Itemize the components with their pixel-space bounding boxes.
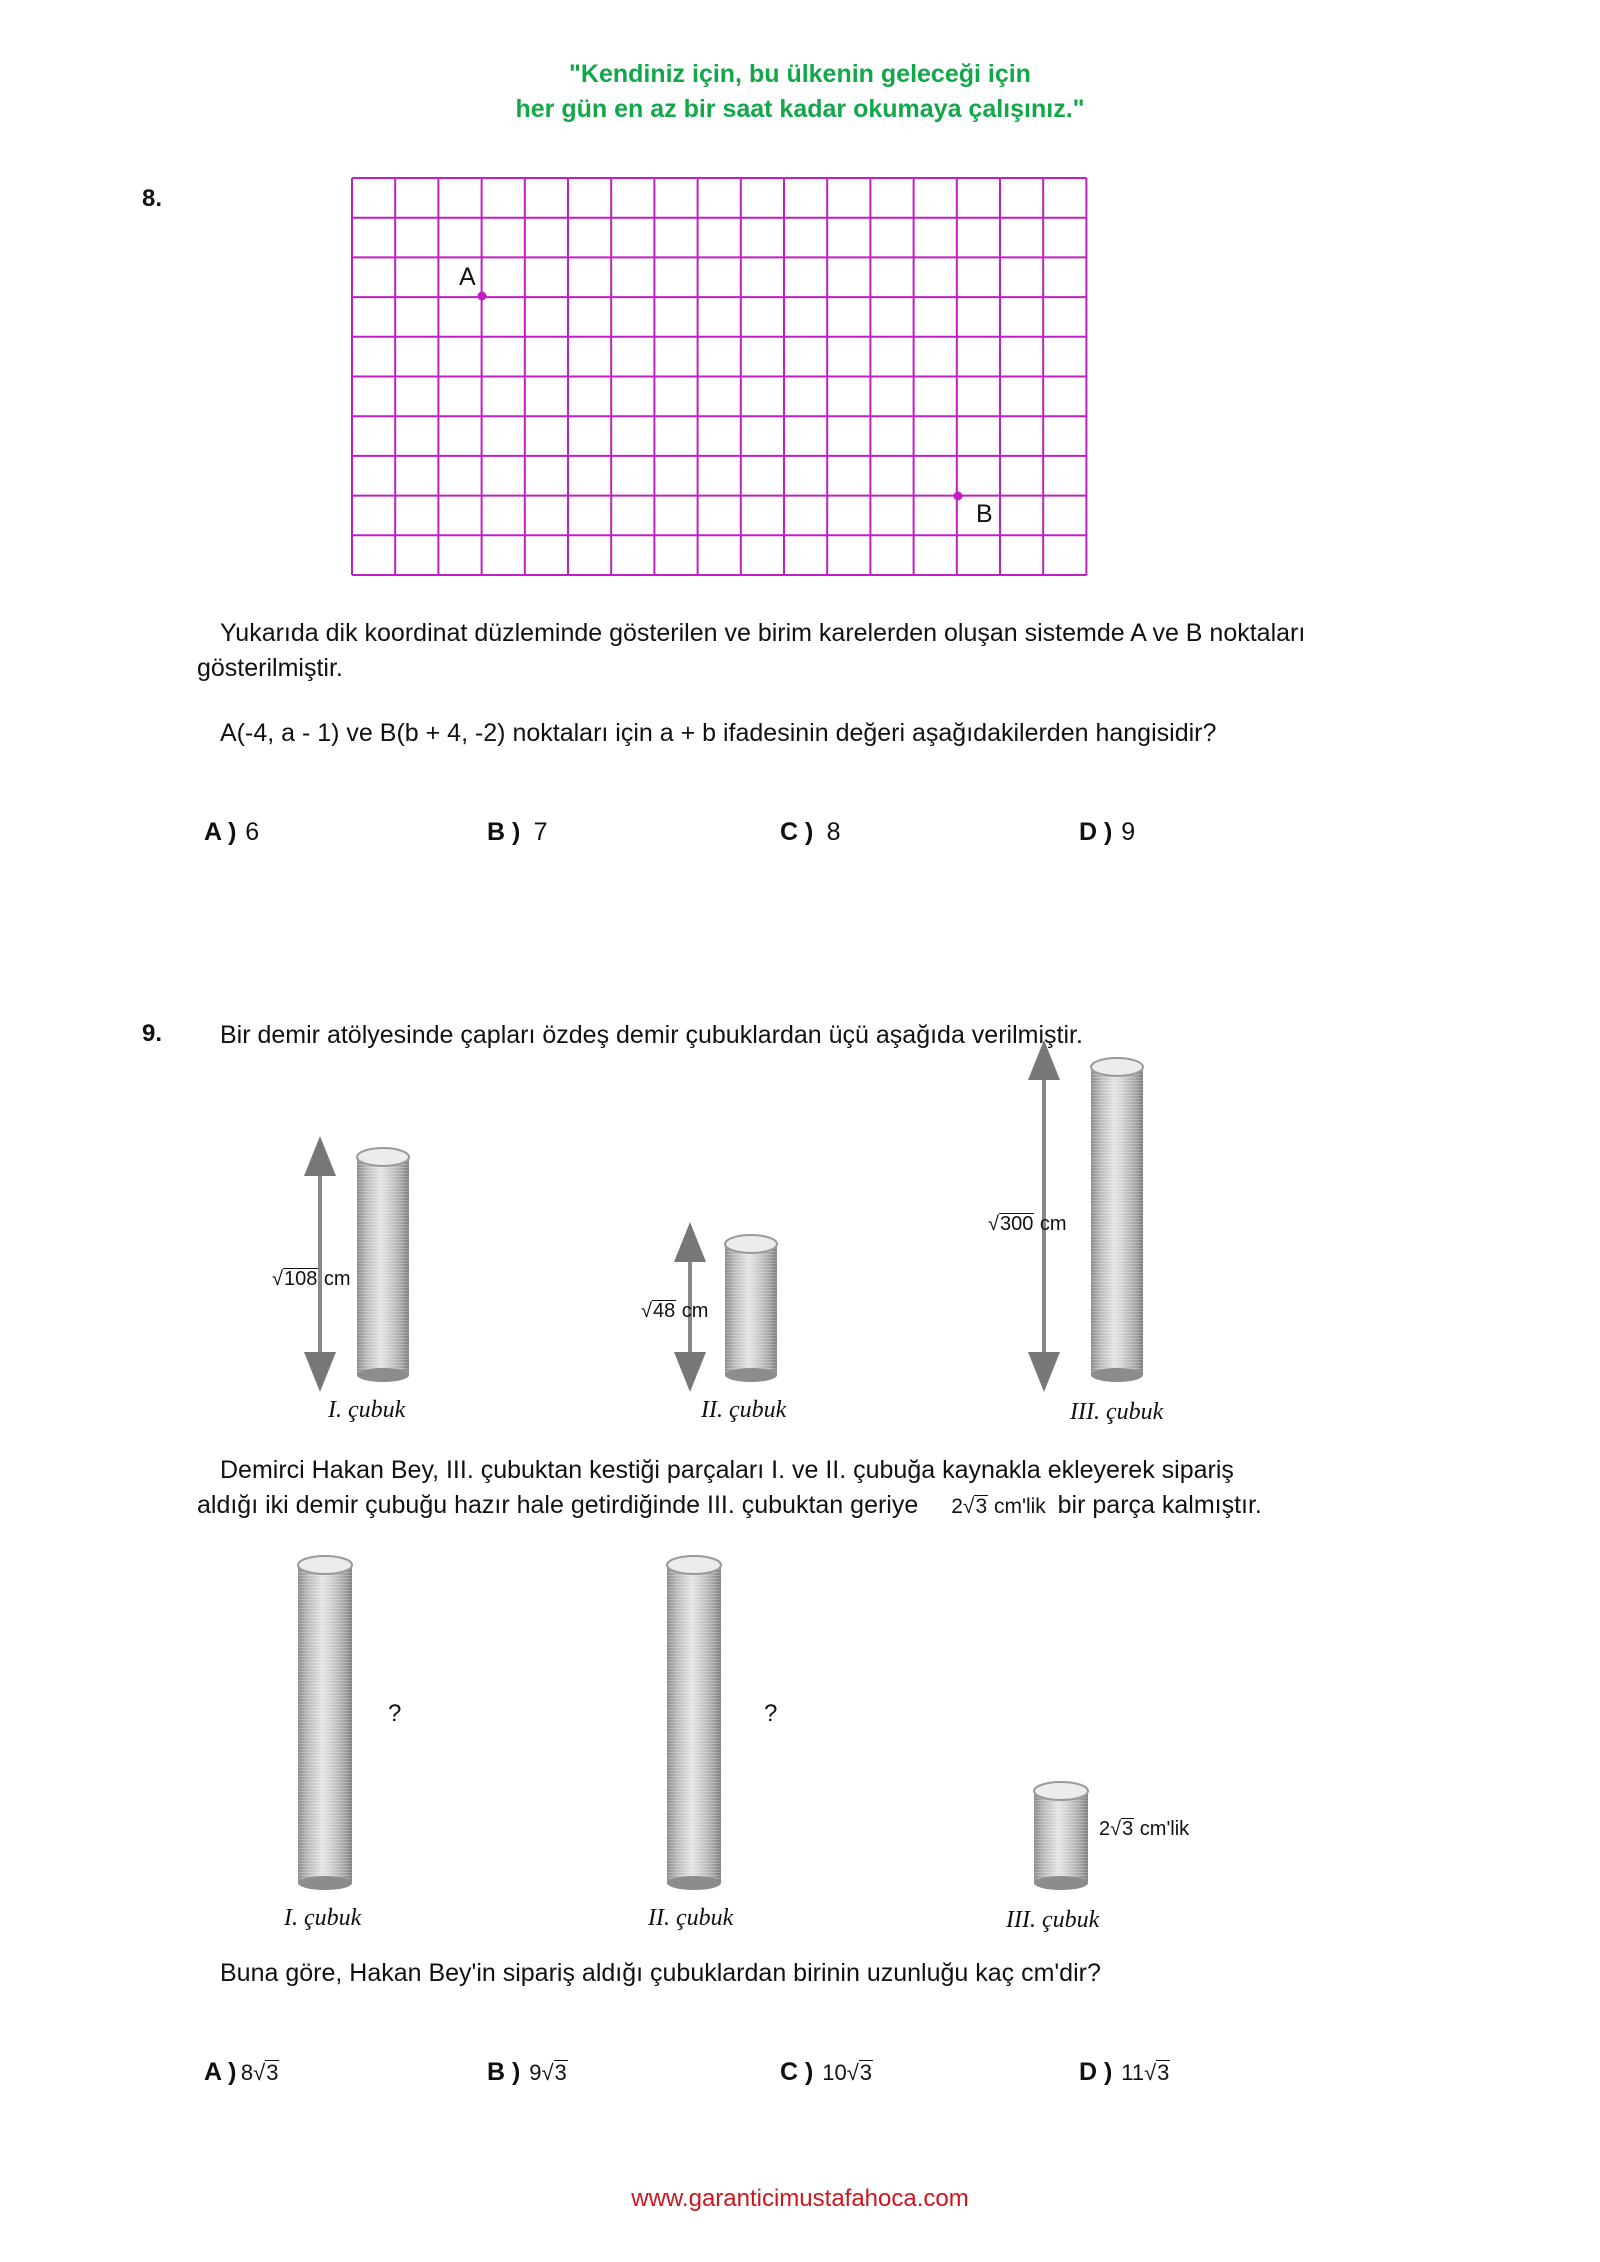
option-letter: C ) (780, 818, 814, 846)
option-value (822, 2060, 873, 2085)
unit: cm (1039, 1213, 1067, 1235)
result-rod-3-figure (1034, 1782, 1088, 1890)
q8-option-b[interactable] (487, 818, 548, 847)
option-letter: D ) (1079, 2058, 1113, 2086)
result-rod-1-figure (298, 1556, 352, 1890)
option-value (529, 2060, 568, 2085)
coefficient: 8 (240, 2060, 254, 2085)
option-value (241, 2060, 280, 2085)
option-letter: D ) (1079, 818, 1113, 846)
sqrt-icon: √ (1144, 2060, 1157, 2085)
coefficient: 2 (951, 1495, 963, 1518)
sqrt-icon: √ (962, 1495, 975, 1518)
radicand: 48 (652, 1300, 676, 1322)
radicand: 3 (266, 2060, 279, 2085)
header-quote-line-2: her gün en az bir saat kadar okumaya çalışınız." (515, 95, 1085, 123)
rod-2-caption: II. çubuk (701, 1397, 787, 1423)
radicand: 300 (999, 1213, 1034, 1235)
option-letter: B ) (487, 818, 521, 846)
unit: cm (681, 1300, 709, 1322)
question-8-number: 8. (142, 185, 163, 212)
option-letter: B ) (487, 2058, 521, 2086)
option-letter: C ) (780, 2058, 814, 2086)
question-9-number: 9. (142, 1020, 163, 1047)
q9-option-c[interactable] (780, 2058, 873, 2087)
sqrt-icon: √ (253, 2060, 266, 2085)
radicand: 3 (1157, 2060, 1170, 2085)
result-rod-2-caption: II. çubuk (648, 1905, 734, 1931)
rod-3-length-label (988, 1213, 1067, 1236)
rod-2-length-label (641, 1300, 708, 1323)
header-quote-line-1: "Kendiniz için, bu ülkenin geleceği için (569, 60, 1031, 88)
q9-text-line-2-end: bir parça kalmıştır. (1057, 1491, 1262, 1519)
sqrt-icon: √ (272, 1268, 283, 1290)
radicand: 3 (975, 1495, 988, 1518)
option-value: 9 (1121, 818, 1136, 846)
q8-option-d[interactable] (1079, 818, 1135, 847)
q8-text-line-2: gösterilmiştir. (197, 654, 343, 682)
sqrt-icon: √ (988, 1213, 999, 1235)
rod-1-caption: I. çubuk (328, 1397, 406, 1423)
q8-option-a[interactable] (204, 818, 259, 847)
result-rod-1-unknown: ? (388, 1700, 402, 1727)
radicand: 3 (859, 2060, 873, 2085)
coefficient: 9 (529, 2060, 542, 2085)
option-value (1121, 2060, 1170, 2085)
radicand: 108 (283, 1268, 318, 1290)
coefficient: 11 (1121, 2060, 1145, 2085)
q8-text-line-1: Yukarıda dik koordinat düzleminde gösterilen ve birim karelerden oluşan sistemde A ve B noktaları (220, 619, 1306, 647)
point-a-label: A (459, 263, 476, 291)
result-rod-3-caption: III. çubuk (1006, 1907, 1100, 1933)
point-b-label: B (976, 500, 993, 528)
sqrt-icon: √ (1110, 1818, 1122, 1840)
q9-text-line-2-start: aldığı iki demir çubuğu hazır hale getirdiğinde III. çubuktan geriye (197, 1491, 919, 1519)
footer-url[interactable]: www.garanticimustafahoca.com (631, 2185, 969, 2212)
option-letter: A ) (204, 818, 237, 846)
q8-option-c[interactable] (780, 818, 841, 847)
coefficient: 10 (822, 2060, 847, 2085)
q8-question: A(-4, a - 1) ve B(b + 4, -2) noktaları için a + b ifadesinin değeri aşağıdakilerden hangisidir? (220, 719, 1217, 747)
q9-question: Buna göre, Hakan Bey'in sipariş aldığı çubuklardan birinin uzunluğu kaç cm'dir? (220, 1959, 1101, 1987)
radicand: 3 (554, 2060, 567, 2085)
inline-length-value (951, 1495, 1051, 1518)
result-rod-2-figure (667, 1556, 721, 1890)
q9-option-a[interactable] (204, 2058, 279, 2087)
point-b-dot (954, 492, 963, 501)
coefficient: 2 (1099, 1818, 1111, 1840)
result-rod-1-caption: I. çubuk (284, 1905, 362, 1931)
q9-intro: Bir demir atölyesinde çapları özdeş demir çubuklardan üçü aşağıda verilmiştir. (220, 1021, 1083, 1049)
unit: cm'lik (1139, 1818, 1190, 1840)
option-value: 7 (533, 818, 548, 846)
option-value: 8 (826, 818, 841, 846)
rod-1-figure (320, 1148, 409, 1382)
q9-text-line-2 (197, 1487, 1262, 1525)
sqrt-icon: √ (541, 2060, 554, 2085)
option-letter: A ) (204, 2058, 237, 2086)
rod-1-length-label (272, 1268, 351, 1291)
unit: cm (323, 1268, 351, 1290)
q9-option-b[interactable] (487, 2058, 568, 2087)
radicand: 3 (1122, 1818, 1134, 1840)
point-a-dot (478, 292, 487, 301)
rod-3-caption: III. çubuk (1070, 1399, 1164, 1425)
result-rod-3-length-label (1099, 1818, 1189, 1841)
sqrt-icon: √ (846, 2060, 859, 2085)
option-value: 6 (245, 818, 260, 846)
unit: cm'lik (993, 1495, 1046, 1518)
result-rod-2-unknown: ? (764, 1700, 778, 1727)
q9-option-d[interactable] (1079, 2058, 1170, 2087)
q9-text-line-1: Demirci Hakan Bey, III. çubuktan kestiği parçaları I. ve II. çubuğa kaynakla ekleyerek sipariş (220, 1456, 1234, 1484)
sqrt-icon: √ (641, 1300, 652, 1322)
